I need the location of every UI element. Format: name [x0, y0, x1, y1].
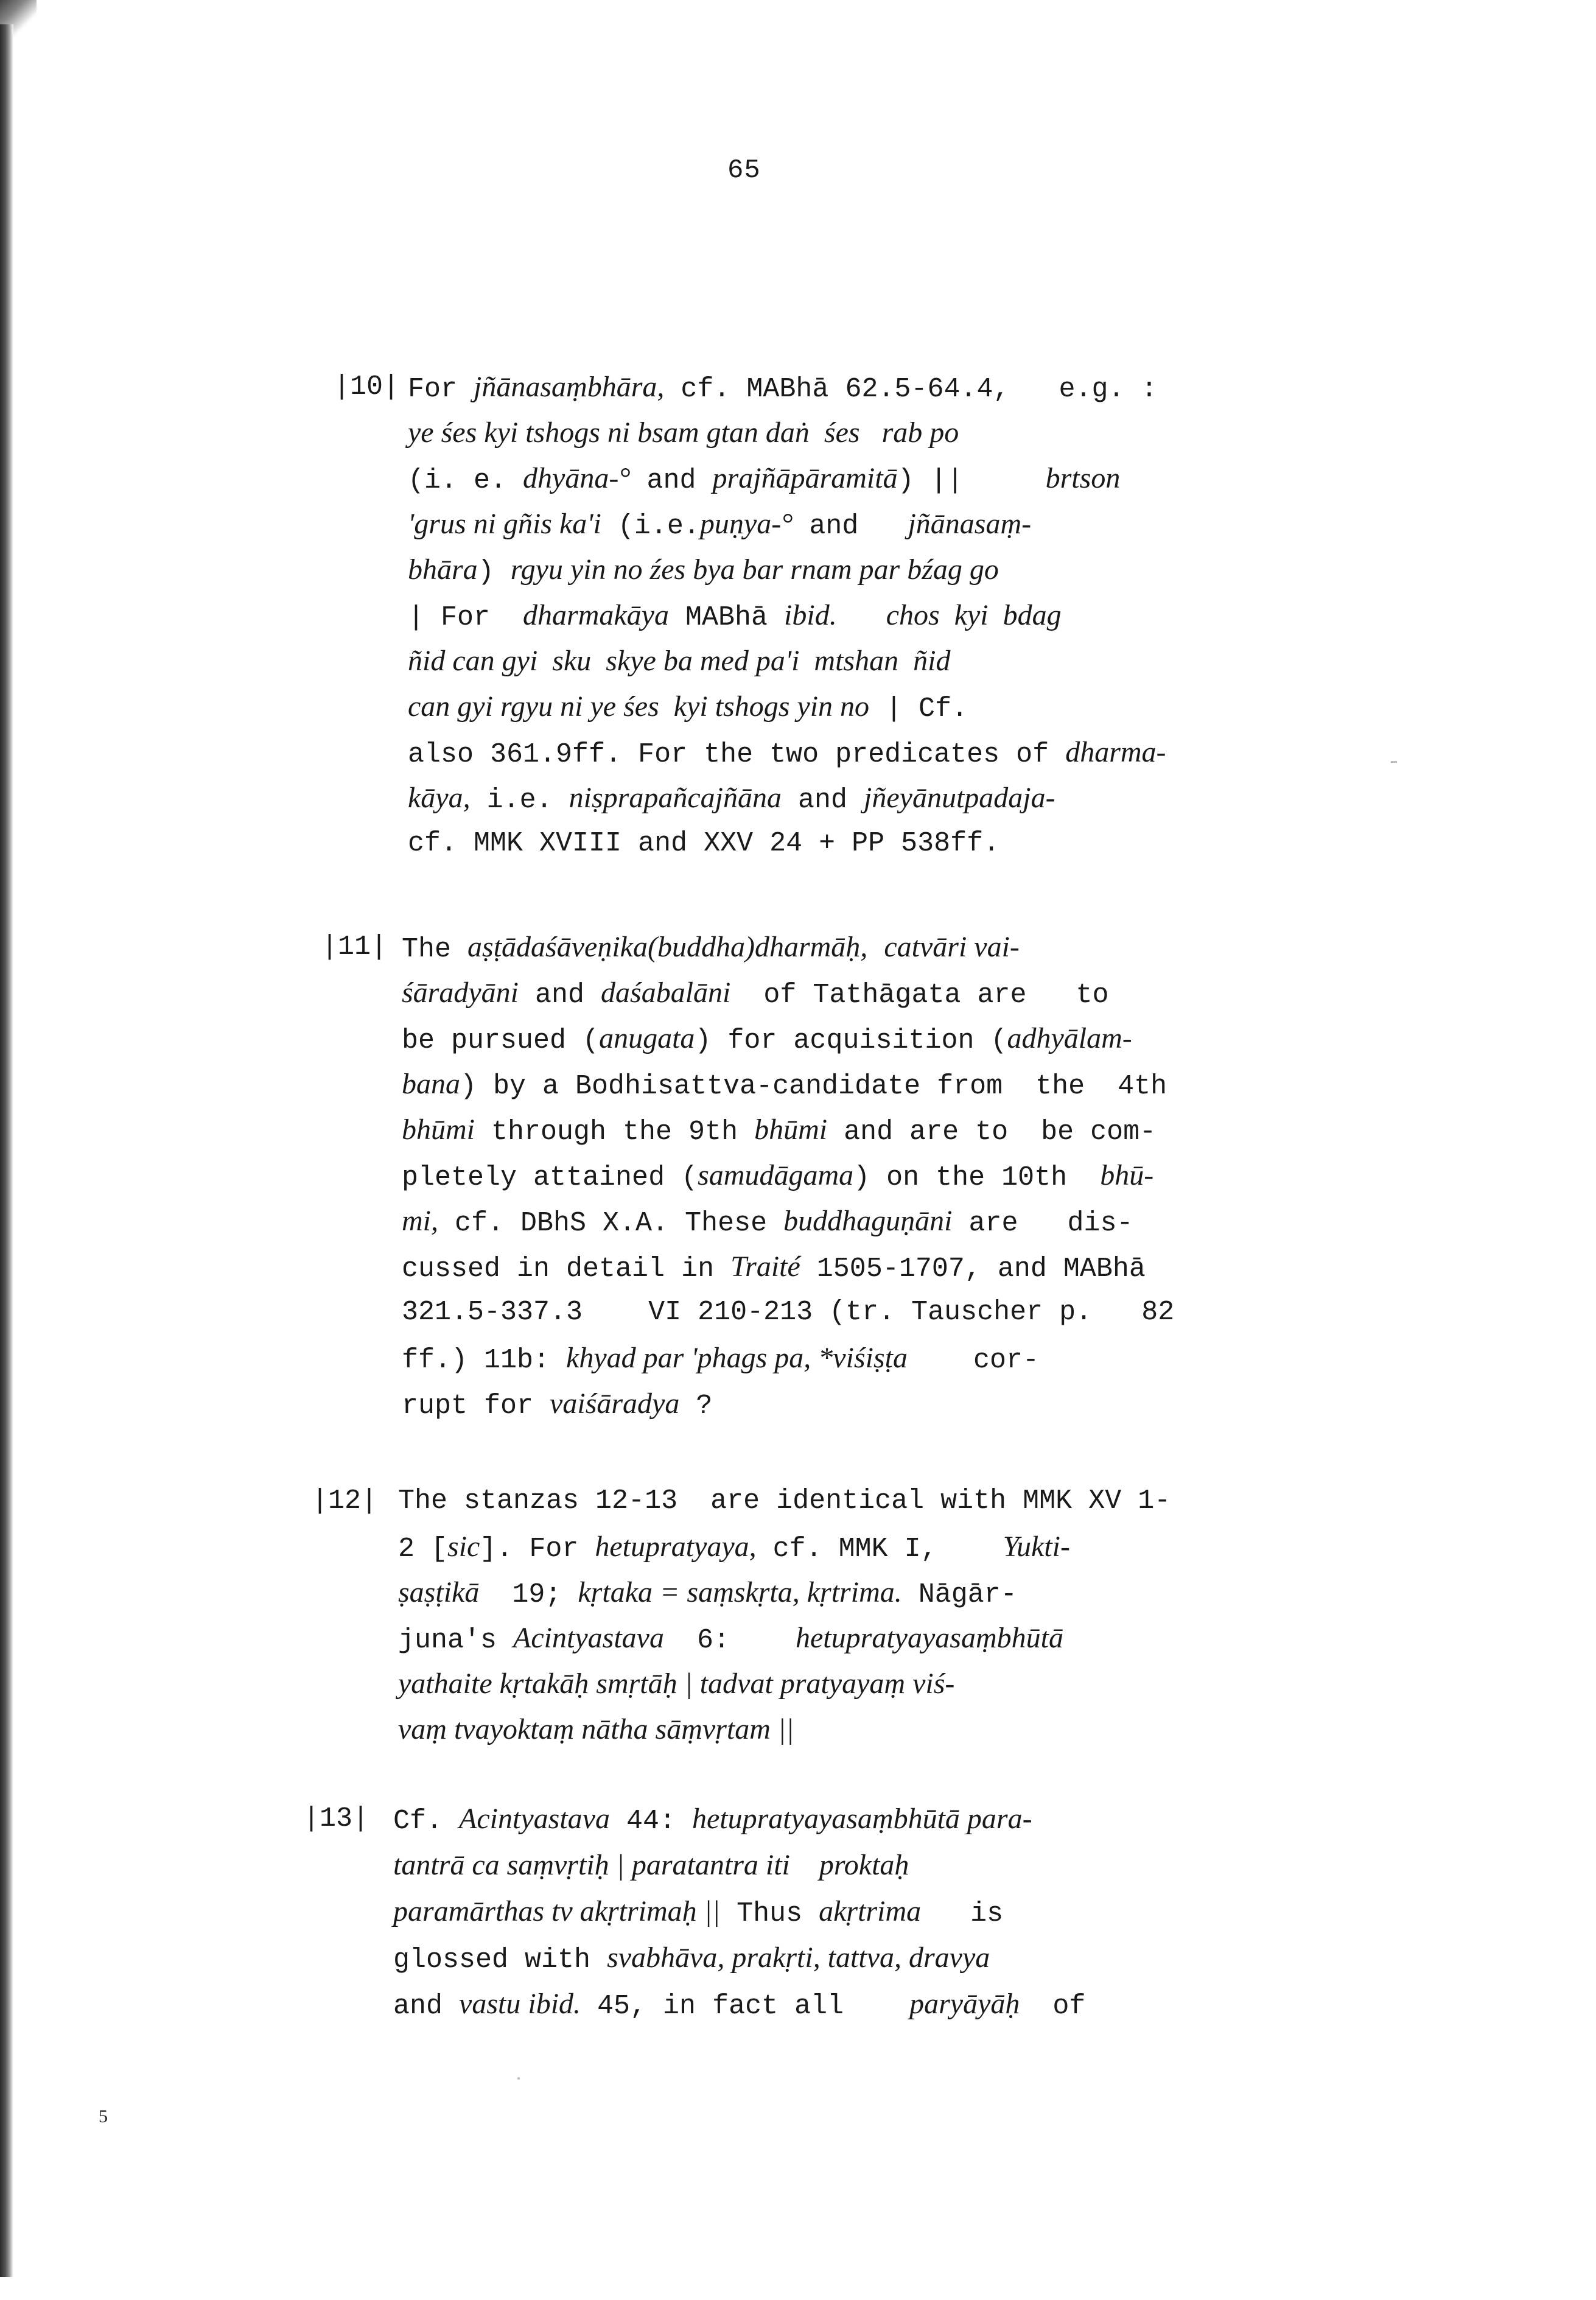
- italic-text: catvāri vai-: [884, 931, 1020, 963]
- text-run: ff.) 11b:: [402, 1345, 567, 1376]
- text-run: cf. DBhS X.A. These: [438, 1208, 784, 1239]
- italic-text: bhū-: [1100, 1159, 1154, 1191]
- italic-text: ye śes kyi tshogs ni bsam gtan daṅ śes rab po: [408, 416, 959, 449]
- text-run: [867, 934, 884, 965]
- italic-text: anugata: [599, 1022, 695, 1054]
- text-run: The: [402, 934, 468, 965]
- text-run: ) ||: [897, 465, 1046, 496]
- footnote-line: [402, 1061, 1167, 1109]
- text-run: MABhā: [668, 602, 785, 633]
- footnote-line: [408, 547, 999, 595]
- text-run: 2 [: [398, 1534, 448, 1565]
- footnote-marker: |10|: [334, 371, 400, 402]
- text-run: | Cf.: [869, 693, 968, 724]
- italic-text: dhyāna-°: [523, 462, 631, 494]
- italic-text: can gyi rgyu ni ye śes kyi tshogs yin no: [408, 690, 870, 723]
- footnote-line: [402, 1289, 1174, 1335]
- italic-text: brtson: [1045, 462, 1121, 494]
- italic-text: dharma-: [1065, 736, 1166, 768]
- footnote-line: [408, 638, 950, 686]
- text-run: Nāgār-: [901, 1579, 1017, 1610]
- italic-text: ñid can gyi sku skye ba med pa'i mtshan ñid: [408, 645, 951, 677]
- text-run: and are to be com-: [827, 1117, 1157, 1148]
- italic-text: jñānasaṃ-: [908, 508, 1032, 540]
- italic-text: tantrā ca saṃvṛtiḥ | paratantra iti proktaḥ: [393, 1849, 909, 1881]
- text-run: The stanzas 12-13 are identical with MMK XV 1-: [398, 1485, 1171, 1516]
- italic-text: paryāyāḥ: [909, 1988, 1020, 2020]
- text-run: also 361.9ff. For the two predicates of: [408, 739, 1066, 770]
- footnote-marker: |11|: [321, 931, 388, 962]
- footnote-line: [402, 1152, 1153, 1201]
- text-run: ): [477, 556, 511, 587]
- footnote-marker: |12|: [312, 1485, 378, 1516]
- italic-text: paramārthas tv akṛtrimaḥ ||: [393, 1895, 721, 1927]
- text-run: ) for acquisition (: [695, 1025, 1007, 1056]
- italic-text: hetupratyayasaṃbhūtā: [796, 1622, 1063, 1654]
- italic-text: chos kyi bdag: [886, 599, 1062, 631]
- italic-text: svabhāva, prakṛti, tattva, dravya: [607, 1941, 990, 1974]
- text-run: | For: [408, 602, 523, 633]
- text-run: through the 9th: [475, 1117, 755, 1148]
- text-run: cf. MMK I,: [756, 1534, 1003, 1565]
- text-run: be pursued (: [402, 1025, 600, 1056]
- footnote-line: [398, 1478, 1171, 1524]
- text-run: (i. e.: [408, 465, 523, 496]
- footnote-line: [402, 1198, 1133, 1246]
- italic-text: kṛtaka = saṃskṛta, kṛtrima.: [578, 1576, 902, 1608]
- italic-text: vaiśāradya: [550, 1387, 680, 1420]
- text-run: of: [1020, 1991, 1086, 2022]
- footnote-line: [393, 1842, 909, 1890]
- italic-text: jñānasaṃbhāra,: [474, 371, 665, 403]
- italic-text: bhūmi: [402, 1113, 475, 1146]
- italic-text: puṇya-°: [699, 508, 793, 540]
- italic-text: bhūmi: [754, 1113, 828, 1146]
- footnote-line: [398, 1706, 794, 1755]
- footnote-line: [402, 1381, 712, 1429]
- italic-text: ibid.: [784, 599, 837, 631]
- text-run: and: [781, 785, 864, 816]
- text-run: cussed in detail in: [402, 1253, 731, 1285]
- text-run: glossed with: [393, 1944, 607, 1976]
- footnote-line: [408, 775, 1055, 823]
- text-run: ) by a Bodhisattva-candidate from the 4th: [460, 1071, 1167, 1102]
- text-run: rupt for: [402, 1390, 550, 1422]
- italic-text: Acintyastava: [459, 1803, 610, 1835]
- text-run: and: [630, 465, 713, 496]
- footnote-line: [408, 364, 1158, 412]
- italic-text: bhāra: [408, 553, 478, 586]
- footnote-line: [393, 1796, 1032, 1844]
- italic-text: samudāgama: [698, 1159, 854, 1191]
- italic-text: śāradyāni: [402, 976, 519, 1009]
- italic-text: bana: [402, 1068, 460, 1100]
- footnote-line: [398, 1569, 1017, 1618]
- text-run: ?: [679, 1390, 713, 1422]
- footnote-line: [393, 1888, 1003, 1937]
- scan-speck: [517, 2077, 520, 2080]
- italic-text: Yukti-: [1003, 1530, 1070, 1563]
- footnote-line: [393, 1935, 990, 1983]
- italic-text: 'grus ni gñis ka'i: [408, 508, 601, 540]
- text-run: of Tathāgata are to: [730, 980, 1109, 1011]
- italic-text: vastu ibid.: [459, 1988, 581, 2020]
- footnote-line: [408, 410, 959, 458]
- text-run: ]. For: [480, 1534, 595, 1565]
- text-run: are dis-: [952, 1208, 1133, 1239]
- italic-text: rgyu yin no źes bya bar rnam par bźag go: [510, 553, 999, 586]
- footnote-line: [408, 501, 1031, 549]
- text-run: For: [408, 374, 474, 405]
- text-run: and: [793, 511, 908, 542]
- footnote-line: [408, 729, 1166, 777]
- text-run: is: [921, 1898, 1004, 1929]
- italic-text: Acintyastava: [513, 1622, 664, 1654]
- italic-text: prajñāpāramitā: [712, 462, 898, 494]
- scan-binding-edge: [0, 24, 13, 2277]
- italic-text: aṣṭādaśāveṇika(buddha)dharmāḥ,: [467, 931, 868, 963]
- text-run: and: [519, 980, 601, 1011]
- footnote-line: [393, 1981, 1085, 2029]
- footnote-line: [402, 924, 1020, 972]
- italic-text: khyad par 'phags pa, *viśiṣṭa: [566, 1342, 908, 1374]
- text-run: ) on the 10th: [853, 1162, 1101, 1193]
- margin-speck: [1391, 761, 1397, 763]
- text-run: 1505-1707, and MABhā: [800, 1253, 1146, 1285]
- italic-text: buddhaguṇāni: [783, 1205, 953, 1237]
- footnote-marker: |13|: [303, 1803, 369, 1834]
- italic-text: jñeyānutpadaja-: [864, 782, 1055, 814]
- text-run: 44:: [609, 1806, 692, 1837]
- footnote-line: [402, 970, 1109, 1018]
- footer-mark: 5: [99, 2106, 108, 2126]
- italic-text: hetupratyayasaṃbhūtā para-: [691, 1803, 1032, 1835]
- text-run: juna's: [398, 1625, 514, 1656]
- italic-text: dharmakāya: [523, 599, 669, 631]
- text-run: and: [393, 1991, 460, 2022]
- text-run: 19;: [479, 1579, 578, 1610]
- footnote-line: [398, 1524, 1070, 1572]
- footnote-line: [408, 821, 999, 866]
- text-run: cor-: [907, 1345, 1039, 1376]
- footnote-line: [402, 1107, 1156, 1155]
- footnote-line: [402, 1015, 1132, 1064]
- text-run: i.e.: [470, 785, 569, 816]
- footnote-line: [408, 592, 1062, 640]
- footnote-line: [408, 455, 1120, 503]
- text-run: 321.5-337.3 VI 210-213 (tr. Tauscher p. 82: [402, 1297, 1175, 1328]
- text-run: [837, 602, 886, 633]
- italic-text: vaṃ tvayoktaṃ nātha sāṃvṛtam ||: [398, 1713, 794, 1745]
- text-run: (i.e.: [601, 511, 700, 542]
- footnote-line: [402, 1335, 1039, 1383]
- italic-text: kāya,: [408, 782, 471, 814]
- text-run: 6:: [663, 1625, 796, 1656]
- italic-text: sic: [447, 1530, 480, 1563]
- text-run: cf. MABhā 62.5-64.4, e.g. :: [664, 374, 1158, 405]
- footnote-line: [398, 1661, 954, 1709]
- italic-text: yathaite kṛtakāḥ smṛtāḥ | tadvat pratyayaṃ viś-: [398, 1667, 955, 1700]
- italic-text: Traité: [730, 1250, 800, 1283]
- text-run: pletely attained (: [402, 1162, 698, 1193]
- text-run: Thus: [720, 1898, 819, 1929]
- footnote-line: [402, 1244, 1146, 1292]
- italic-text: ṣaṣṭikā: [398, 1576, 480, 1608]
- text-run: Cf.: [393, 1806, 460, 1837]
- italic-text: niṣprapañcajñāna: [569, 782, 782, 814]
- italic-text: adhyālam-: [1007, 1022, 1132, 1054]
- italic-text: mi,: [402, 1205, 438, 1237]
- italic-text: akṛtrima: [819, 1895, 922, 1927]
- italic-text: daśabalāni: [601, 976, 731, 1009]
- text-run: 45, in fact all: [581, 1991, 910, 2022]
- footnote-line: [398, 1615, 1063, 1663]
- text-run: cf. MMK XVIII and XXV 24 + PP 538ff.: [408, 828, 1000, 859]
- italic-text: hetupratyaya,: [595, 1530, 757, 1563]
- page-number: 65: [727, 155, 761, 186]
- footnote-line: [408, 684, 968, 732]
